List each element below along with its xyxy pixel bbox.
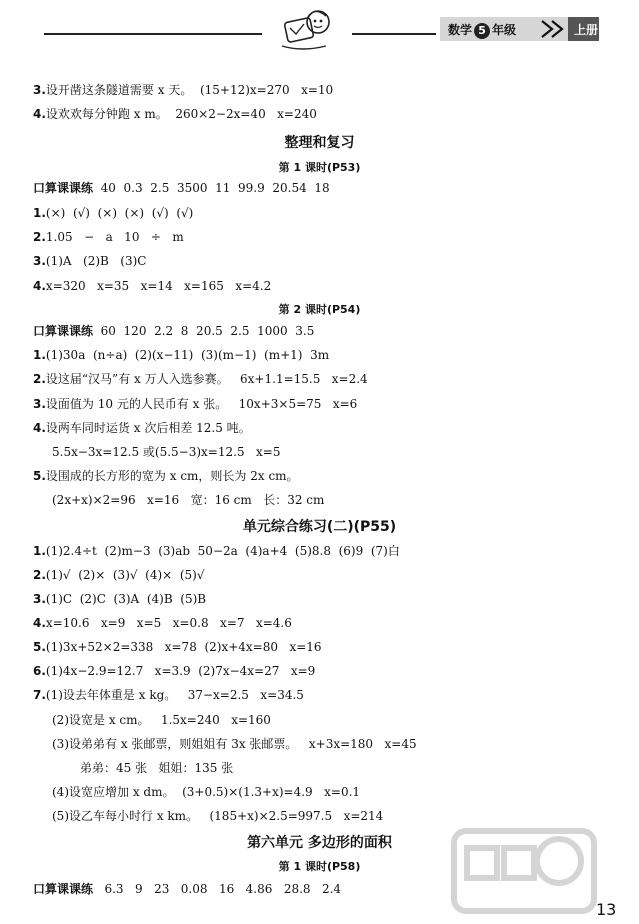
oral-practice-line: [33, 881, 341, 897]
oral-practice-values: 6.3 9 23 0.08 16 4.86 28.8 2.4: [93, 882, 342, 896]
lesson-heading: 第 2 课时(P54): [278, 303, 361, 316]
oral-practice-label: 口算课课练: [33, 181, 94, 195]
answer-line: 1.(1)2.4÷t (2)m−3 (3)ab 50−2a (4)a+4 (5)8.8 (6)9 (7)白: [33, 544, 400, 558]
watermark-logo-icon: [449, 826, 599, 916]
header-rule-left: [44, 33, 262, 35]
answer-line: 1.(×) (√) (×) (×) (√) (√): [33, 206, 194, 220]
answer-line: 3.设开凿这条隧道需要 x 天。 (15+12)x=270 x=10: [33, 83, 334, 97]
answer-line: 5.(1)3x+52×2=338 x=78 (2)x+4x=80 x=16: [33, 640, 322, 654]
volume-label: 上册: [574, 23, 599, 37]
answer-line: 弟弟：45 张 姐姐：135 张: [80, 761, 234, 775]
lesson-heading: 第 1 课时(P53): [278, 161, 361, 174]
section-heading-review: 整理和复习: [284, 135, 355, 151]
oral-practice-label: 口算课课练: [33, 882, 94, 896]
section-heading-unit6: 第六单元 多边形的面积: [247, 835, 392, 851]
oral-practice-label: 口算课课练: [33, 324, 94, 338]
answer-line: 2.1.05 − a 10 ÷ m: [33, 230, 184, 244]
grade-number-badge: 5: [474, 23, 490, 39]
oral-practice-line: [33, 180, 330, 196]
answer-line: 3.(1)C (2)C (3)A (4)B (5)B: [33, 592, 207, 606]
lesson-heading: 第 1 课时(P58): [278, 860, 361, 873]
answer-line: 2.(1)√ (2)× (3)√ (4)× (5)√: [33, 568, 205, 582]
answer-line: (3)设弟弟有 x 张邮票，则姐姐有 3x 张邮票。 x+3x=180 x=45: [52, 737, 417, 751]
answer-line: 3.设面值为 10 元的人民币有 x 张。 10x+3×5=75 x=6: [33, 397, 358, 411]
mascot-illustration-icon: [272, 6, 338, 52]
oral-practice-line: [33, 323, 314, 339]
oral-practice-values: 40 0.3 2.5 3500 11 99.9 20.54 18: [93, 181, 330, 195]
answer-line: 6.(1)4x−2.9=12.7 x=3.9 (2)7x−4x=27 x=9: [33, 664, 316, 678]
answer-line: (5)设乙车每小时行 x km。 (185+x)×2.5=997.5 x=214: [52, 809, 384, 823]
answer-line: 3.(1)A (2)B (3)C: [33, 254, 147, 268]
answer-line: 1.(1)30a (n÷a) (2)(x−11) (3)(m−1) (m+1) 3m: [33, 348, 330, 362]
answer-line: 4.x=10.6 x=9 x=5 x=0.8 x=7 x=4.6: [33, 616, 292, 630]
header-subject: 数学 5 年级: [448, 23, 517, 37]
answer-line: 5.5x−3x=12.5 或(5.5−3)x=12.5 x=5: [52, 445, 281, 459]
header-grade-tag: [440, 17, 599, 41]
answer-line: 4.设欢欢每分钟跑 x m。 260×2−2x=40 x=240: [33, 107, 317, 121]
answer-line: (2x+x)×2=96 x=16 宽：16 cm 长：32 cm: [52, 493, 325, 507]
answer-line: 4.x=320 x=35 x=14 x=165 x=4.2: [33, 279, 272, 293]
answer-line: 7.(1)设去年体重是 x kg。 37−x=2.5 x=34.5: [33, 688, 304, 702]
answer-line: 5.设围成的长方形的宽为 x cm，则长为 2x cm。: [33, 469, 299, 483]
answer-line: 2.设这届“汉马”有 x 万人入选参赛。 6x+1.1=15.5 x=2.4: [33, 372, 368, 386]
answer-line: 4.设两车同时运货 x 次后相差 12.5 吨。: [33, 421, 251, 435]
oral-practice-values: 60 120 2.2 8 20.5 2.5 1000 3.5: [93, 324, 315, 338]
section-heading-unit-practice: 单元综合练习(二)(P55): [242, 519, 397, 535]
header-rule-right: [352, 33, 436, 35]
answer-line: (4)设宽应增加 x dm。 (3+0.5)×(1.3+x)=4.9 x=0.1: [52, 785, 361, 799]
answer-line: (2)设宽是 x cm。 1.5x=240 x=160: [52, 713, 271, 727]
page-number: 13: [596, 900, 617, 919]
